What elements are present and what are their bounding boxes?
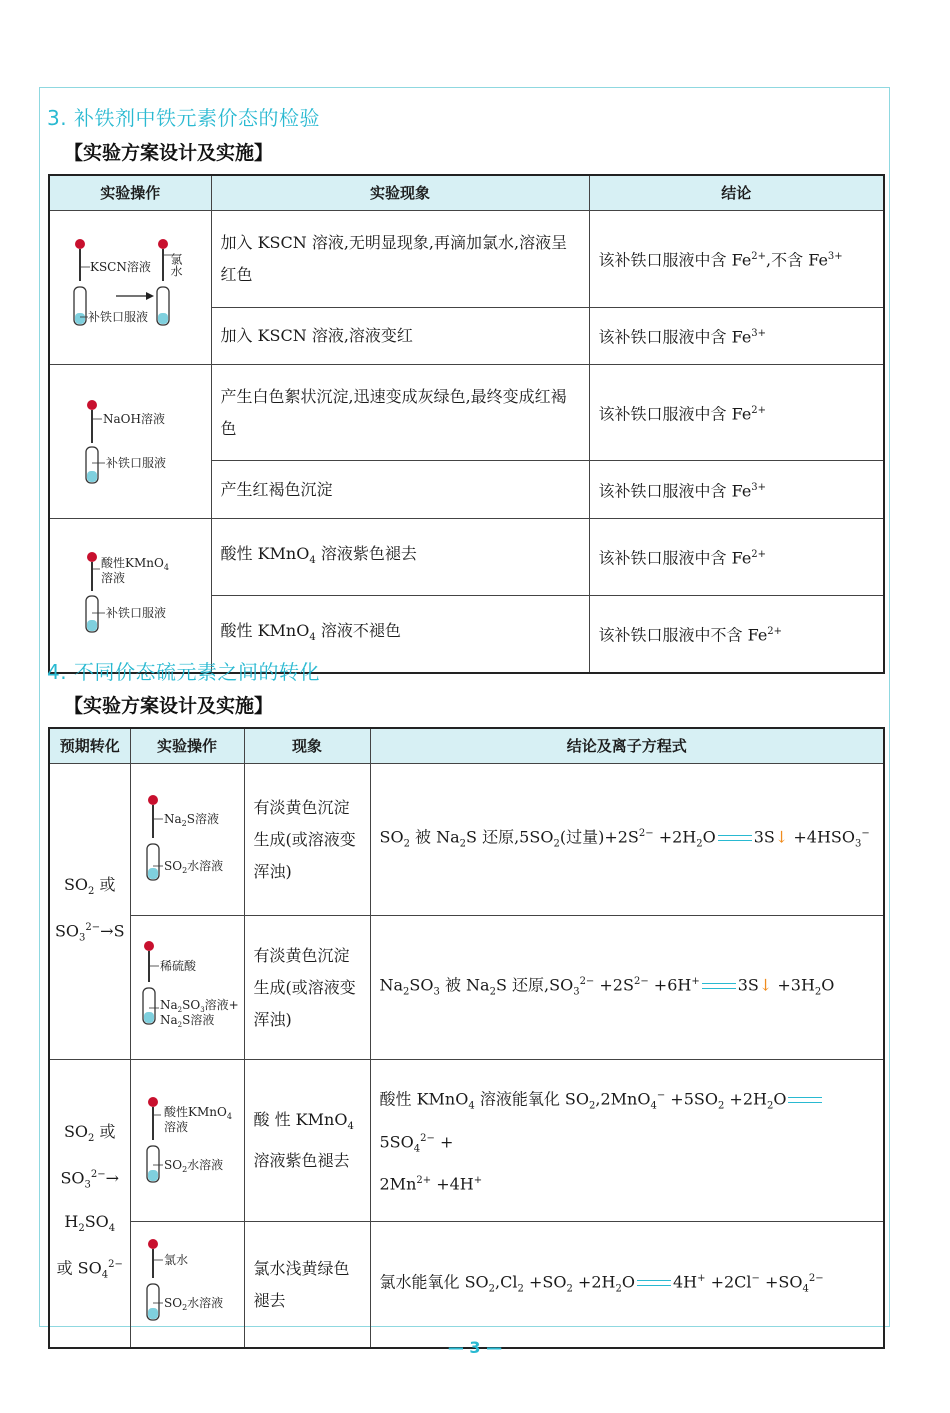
conclusion-cell: $SO_2$ 被 $Na_2S$ 还原$,5SO_2$(过量)$+2S^{2-} +2H_2O$ 3S↓ $+4HSO_3^-$: [370, 764, 884, 916]
table-row: [49, 1060, 884, 1222]
sulfur-conversion-table: [48, 727, 885, 1349]
conclusion-cell: 该补铁口服液中不含 $Fe^{2+}$: [589, 596, 884, 673]
col-header-operation: 实验操作: [130, 728, 244, 764]
naoh-apparatus-diagram: [50, 365, 210, 507]
conclusion-cell: $Na_2SO_3$ 被 $Na_2S$ 还原$,SO_3^{2-} +2S^{2-} +6H^+$ 3S↓ $+3H_2O$: [370, 916, 884, 1060]
sulfuric-acid-apparatus-diagram: [131, 916, 243, 1048]
conclusion-cell: 该补铁口服液中含 $Fe^{3+}$: [589, 461, 884, 519]
reagent-label: KSCN溶液: [90, 260, 151, 274]
section-4-title: 4. 不同价态硫元素之间的转化: [47, 660, 320, 684]
apparatus-dilute-h2so4: [130, 916, 244, 1060]
page-number: — 3 —: [447, 1338, 503, 1357]
apparatus-kmno4-so2: [130, 1060, 244, 1222]
sample-label: 补铁口服液: [106, 456, 167, 470]
apparatus-kmno4: [49, 519, 211, 674]
phenomenon-cell: 酸 性 KMnO$_4$ 溶液紫色褪去: [244, 1060, 370, 1222]
table-row: [49, 764, 884, 916]
apparatus-na2s: [130, 764, 244, 916]
iron-valence-table: [48, 174, 885, 674]
col-header-conclusion: 结论及离子方程式: [370, 728, 884, 764]
phenomenon-cell: 有淡黄色沉淀生成(或溶液变浑浊): [244, 916, 370, 1060]
reagent-label-2: 溶液: [163, 1120, 188, 1134]
kmno4-so2-apparatus-diagram: [131, 1060, 243, 1210]
col-header-conclusion: 结论: [589, 175, 884, 211]
reagent-label: 酸性KMnO$_4$: [101, 556, 169, 572]
col-header-phenomenon: 现象: [244, 728, 370, 764]
phenomenon-cell: 有淡黄色沉淀生成(或溶液变浑浊): [244, 764, 370, 916]
conclusion-cell: 酸性 KMnO$_4$ 溶液能氧化 $SO_2,2MnO_4^- +5SO_2 +2H_2O5SO_4^{2-}$ + $2Mn^{2+} +4H^+$: [370, 1060, 884, 1222]
conclusion-cell: 该补铁口服液中含 $Fe^{2+}$: [589, 365, 884, 461]
sample-label: 补铁口服液: [88, 310, 149, 324]
reagent-label: 氯水: [163, 1253, 188, 1267]
chlorine-apparatus-diagram: [131, 1222, 243, 1336]
reagent-label: 酸性KMnO$_4$: [163, 1105, 232, 1121]
sample-label-2: $Na_2S$溶液: [159, 1013, 214, 1029]
kscn-chlorine-apparatus-diagram: [50, 211, 210, 353]
conversion-cell: $SO_2$ 或 $SO_3^{2-}\to$ $H_2SO_4$ 或 $SO_4^{2-}$: [49, 1060, 130, 1349]
reagent-label: $Na_2S$溶液: [163, 812, 219, 828]
sample-label: 补铁口服液: [106, 606, 167, 620]
phenomenon-cell: 氯水浅黄绿色褪去: [244, 1222, 370, 1349]
conclusion-cell: 该补铁口服液中含 $Fe^{2+}$: [589, 519, 884, 596]
col-header-operation: 实验操作: [49, 175, 211, 211]
phenomenon-cell: 产生红褐色沉淀: [211, 461, 589, 519]
sample-label: $SO_2$水溶液: [163, 1296, 223, 1312]
phenomenon-cell: 产生白色絮状沉淀,迅速变成灰绿色,最终变成红褐色: [211, 365, 589, 461]
table-row: [49, 1222, 884, 1349]
section-4-subtitle: 【实验方案设计及实施】: [64, 695, 274, 717]
section-3-subtitle: 【实验方案设计及实施】: [64, 142, 274, 164]
table-row: [49, 519, 884, 596]
table-row: [49, 365, 884, 461]
sample-label: $SO_2$水溶液: [163, 859, 223, 875]
apparatus-kscn: [49, 211, 211, 365]
page-number-value: 3: [469, 1338, 481, 1357]
conversion-cell: $SO_2$ 或 $SO_3^{2-}\to S$: [49, 764, 130, 1060]
sample-label: $SO_2$水溶液: [163, 1158, 223, 1174]
reagent2-label: 氯水: [169, 253, 183, 277]
apparatus-chlorine: [130, 1222, 244, 1349]
reagent-label-2: 溶液: [101, 571, 126, 585]
phenomenon-cell: 酸性 KMnO$_4$ 溶液紫色褪去: [211, 519, 589, 596]
na2s-apparatus-diagram: [131, 764, 243, 904]
kmno4-apparatus-diagram: [50, 519, 210, 661]
table-row: [49, 916, 884, 1060]
reagent-label: 稀硫酸: [159, 959, 196, 973]
col-header-phenomenon: 实验现象: [211, 175, 589, 211]
reagent-label: NaOH溶液: [103, 412, 165, 426]
conclusion-cell: 该补铁口服液中含 $Fe^{2+}$,不含 $Fe^{3+}$: [589, 211, 884, 308]
conclusion-cell: 该补铁口服液中含 $Fe^{3+}$: [589, 307, 884, 364]
phenomenon-cell: 加入 KSCN 溶液,溶液变红: [211, 307, 589, 364]
conclusion-cell: 氯水能氧化 $SO_2,Cl_2 +SO_2 +2H_2O$ $4H^+ +2Cl^- +SO_4^{2-}$: [370, 1222, 884, 1349]
col-header-conversion: 预期转化: [49, 728, 130, 764]
phenomenon-cell: 加入 KSCN 溶液,无明显现象,再滴加氯水,溶液呈红色: [211, 211, 589, 308]
phenomenon-cell: 酸性 KMnO$_4$ 溶液不褪色: [211, 596, 589, 673]
sample-label: $Na_2SO_3$溶液+: [159, 998, 239, 1014]
apparatus-naoh: [49, 365, 211, 519]
table-row: [49, 211, 884, 308]
section-3-title: 3. 补铁剂中铁元素价态的检验: [47, 106, 320, 130]
